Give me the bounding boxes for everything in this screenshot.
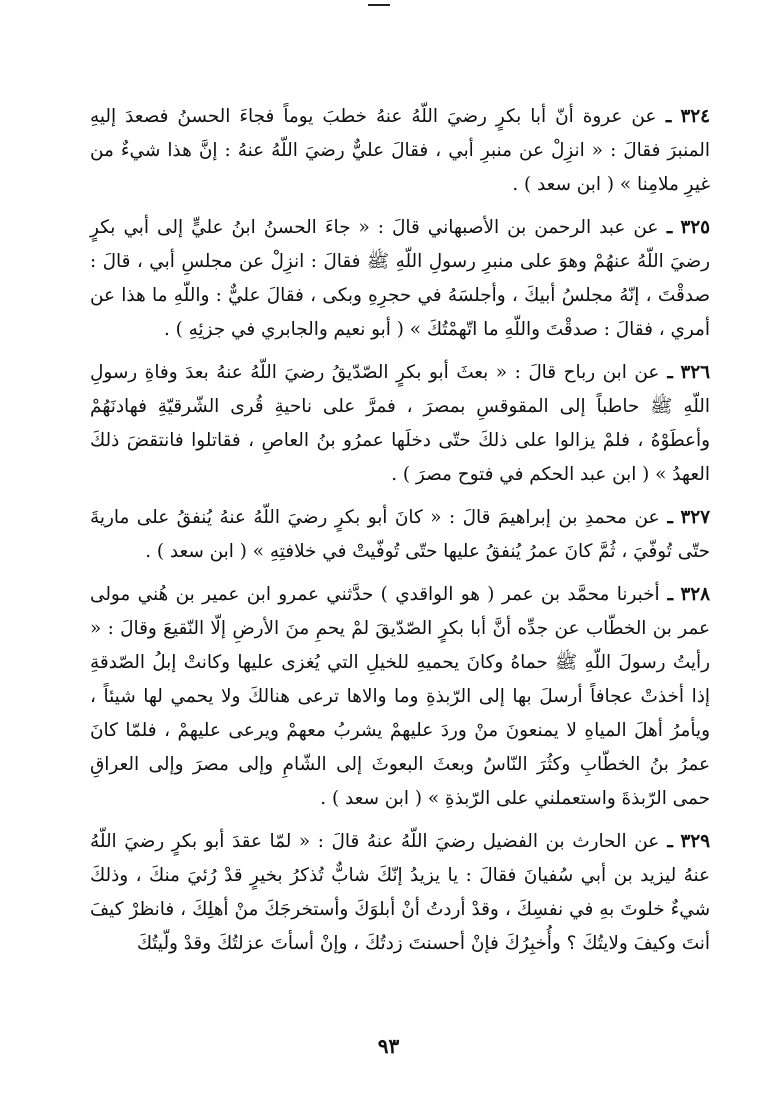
entry-text: أخبرنا محمَّد بن عمر ( هو الواقدي ) حدَّثني عمرو ابن عمير بن هُني مولى عمر بن الخطّاب عن جدِّه أنَّ أبا بكرٍ الصّدّيقَ لمْ يحمِ منَ الأرضِ إلّا النّقيعَ وقالَ : « رأيتُ رسولَ اللّهِ ﷺ حماهُ وكانَ يحميهِ للخيلِ التي يُغزى عليها وكانتْ إبلُ الصّدقةِ إذا أخذتْ عجافاً أرسلَ بها إلى الرّبذةِ وما والاها ترعى هنالكَ ولا يحمي لها شيئاً ، ويأمرُ أهلَ المياهِ لا يمنعونَ منْ وردَ عليهمْ يشربُ معهمْ ويرعى عليهمْ ، فلمّا كانَ عمرُ بنُ الخطّابِ وكثُرَ النّاسُ وبعثَ البعوثَ إلى الشّامِ وإلى مصرَ وإلى العراقِ حمى الرّبذةَ واستعملني على الرّبذةِ » ( ابن سعد ) . <box>90 584 710 809</box>
entry-number: ٣٢٦ <box>680 362 710 383</box>
entry-number: ٣٢٩ <box>680 831 710 852</box>
entry-text: عن ابن رباح قالَ : « بعثَ أبو بكرٍ الصّدّيقُ رضيَ اللّهُ عنهُ بعدَ وفاةِ رسولِ اللّهِ ﷺ حاطباً إلى المقوقسِ بمصرَ ، فمرَّ على ناحيةِ قُرى الشّرقيّةِ فهادنَهُمْ وأعطَوْهُ ، فلمْ يزالوا على ذلكَ حتّى دخلَها عمرُو بنُ العاصِ ، فقاتلوا فانتقضَ ذلكَ العهدُ » ( ابن عبد الحكم في فتوح مصرَ ) . <box>90 362 710 485</box>
entry-text: عن محمدِ بن إبراهيمَ قالَ : « كانَ أبو بكرٍ رضيَ اللّهُ عنهُ يُنفقُ على ماريةَ حتّى تُوفّيَ ، ثُمَّ كانَ عمرُ يُنفقُ عليها حتّى تُوفّيتْ في خلافتِهِ » ( ابن سعد ) . <box>90 507 710 562</box>
entry-text: عن عبد الرحمن بن الأصبهاني قالَ : « جاءَ الحسنُ ابنُ عليٍّ إلى أبي بكرٍ رضيَ اللّهُ عنهُمْ وهوَ على منبرِ رسولِ اللّهِ ﷺ فقالَ : انزِلْ عن مجلسِ أبي ، قالَ : صدقْتَ ، إنّهُ مجلسُ أبيكَ ، وأجلسَهُ في حجرِهِ وبكى ، فقالَ عليٌّ : واللّهِ ما هذا عن أمري ، فقالَ : صدقْتَ واللّهِ ما اتّهمْتُكَ » ( أبو نعيم والجابري في جزئِهِ ) . <box>90 217 710 340</box>
hadith-entry-325: ٣٢٥ ـ عن عبد الرحمن بن الأصبهاني قالَ : « جاءَ الحسنُ ابنُ عليٍّ إلى أبي بكرٍ رضيَ اللّهُ عنهُمْ وهوَ على منبرِ رسولِ اللّهِ ﷺ فقالَ : انزِلْ عن مجلسِ أبي ، قالَ : صدقْتَ ، إنّهُ مجلسُ أبيكَ ، وأجلسَهُ في حجرِهِ وبكى ، فقالَ عليٌّ : واللّهِ ما هذا عن أمري ، فقالَ : صدقْتَ واللّهِ ما اتّهمْتُكَ » ( أبو نعيم والجابري في جزئِهِ ) . <box>90 217 710 340</box>
entry-number: ٣٢٧ <box>680 507 710 528</box>
entry-text: عن عروة أنّ أبا بكرٍ رضيَ اللّهُ عنهُ خطبَ يوماً فجاءَ الحسنُ فصعدَ إليهِ المنبرَ فقالَ : « انزِلْ عن منبرِ أبي ، فقالَ عليٌّ رضيَ اللّهُ عنهُ : إنَّ هذا شيءٌ من غيرِ ملامِنا » ( ابن سعد ) . <box>90 106 710 195</box>
hadith-entry-324: ٣٢٤ ـ عن عروة أنّ أبا بكرٍ رضيَ اللّهُ عنهُ خطبَ يوماً فجاءَ الحسنُ فصعدَ إليهِ المنبرَ فقالَ : « انزِلْ عن منبرِ أبي ، فقالَ عليٌّ رضيَ اللّهُ عنهُ : إنَّ هذا شيءٌ من غيرِ ملامِنا » ( ابن سعد ) . <box>90 106 710 195</box>
hadith-entry-329: ٣٢٩ ـ عن الحارث بن الفضيل رضيَ اللّهُ عنهُ قالَ : « لمّا عقدَ أبو بكرٍ رضيَ اللّهُ عنهُ ليزيد بن أبي سُفيانَ فقالَ : يا يزيدُ إنّكَ شابٌّ تُذكرُ بخيرٍ قدْ رُئيَ منكَ ، وذلكَ شيءٌ خلوتَ بهِ في نفسِكَ ، وقدْ أردتُ أنْ أبلوَكَ وأستخرجَكَ منْ أهلِكَ ، فانظرْ كيفَ أنتَ وكيفَ ولايتُكَ ؟ وأُخبِرُكَ فإنْ أحسنتَ زدتُكَ ، وإنْ أسأتَ عزلتُكَ وقدْ ولّيتُكَ <box>90 831 710 954</box>
entry-number: ٣٢٨ <box>680 584 710 605</box>
entry-text: عن الحارث بن الفضيل رضيَ اللّهُ عنهُ قالَ : « لمّا عقدَ أبو بكرٍ رضيَ اللّهُ عنهُ ليزيد بن أبي سُفيانَ فقالَ : يا يزيدُ إنّكَ شابٌّ تُذكرُ بخيرٍ قدْ رُئيَ منكَ ، وذلكَ شيءٌ خلوتَ بهِ في نفسِكَ ، وقدْ أردتُ أنْ أبلوَكَ وأستخرجَكَ منْ أهلِكَ ، فانظرْ كيفَ أنتَ وكيفَ ولايتُكَ ؟ وأُخبِرُكَ فإنْ أحسنتَ زدتُكَ ، وإنْ أسأتَ عزلتُكَ وقدْ ولّيتُكَ <box>90 831 710 954</box>
page-number: ٩٣ <box>377 1034 400 1058</box>
top-divider <box>368 4 390 6</box>
page-body <box>90 100 710 961</box>
entry-number: ٣٢٥ <box>680 217 710 238</box>
hadith-entry-326: ٣٢٦ ـ عن ابن رباح قالَ : « بعثَ أبو بكرٍ الصّدّيقُ رضيَ اللّهُ عنهُ بعدَ وفاةِ رسولِ اللّهِ ﷺ حاطباً إلى المقوقسِ بمصرَ ، فمرَّ على ناحيةِ قُرى الشّرقيّةِ فهادنَهُمْ وأعطَوْهُ ، فلمْ يزالوا على ذلكَ حتّى دخلَها عمرُو بنُ العاصِ ، فقاتلوا فانتقضَ ذلكَ العهدُ » ( ابن عبد الحكم في فتوح مصرَ ) . <box>90 362 710 485</box>
hadith-entry-328: ٣٢٨ ـ أخبرنا محمَّد بن عمر ( هو الواقدي ) حدَّثني عمرو ابن عمير بن هُني مولى عمر بن الخطّاب عن جدِّه أنَّ أبا بكرٍ الصّدّيقَ لمْ يحمِ منَ الأرضِ إلّا النّقيعَ وقالَ : « رأيتُ رسولَ اللّهِ ﷺ حماهُ وكانَ يحميهِ للخيلِ التي يُغزى عليها وكانتْ إبلُ الصّدقةِ إذا أخذتْ عجافاً أرسلَ بها إلى الرّبذةِ وما والاها ترعى هنالكَ ولا يحمي لها شيئاً ، ويأمرُ أهلَ المياهِ لا يمنعونَ منْ وردَ عليهمْ يشربُ معهمْ ويرعى عليهمْ ، فلمّا كانَ عمرُ بنُ الخطّابِ وكثُرَ النّاسُ وبعثَ البعوثَ إلى الشّامِ وإلى مصرَ وإلى العراقِ حمى الرّبذةَ واستعملني على الرّبذةِ » ( ابن سعد ) . <box>90 584 710 809</box>
entry-number: ٣٢٤ <box>680 106 710 127</box>
hadith-entry-327: ٣٢٧ ـ عن محمدِ بن إبراهيمَ قالَ : « كانَ أبو بكرٍ رضيَ اللّهُ عنهُ يُنفقُ على ماريةَ حتّى تُوفّيَ ، ثُمَّ كانَ عمرُ يُنفقُ عليها حتّى تُوفّيتْ في خلافتِهِ » ( ابن سعد ) . <box>90 507 710 562</box>
